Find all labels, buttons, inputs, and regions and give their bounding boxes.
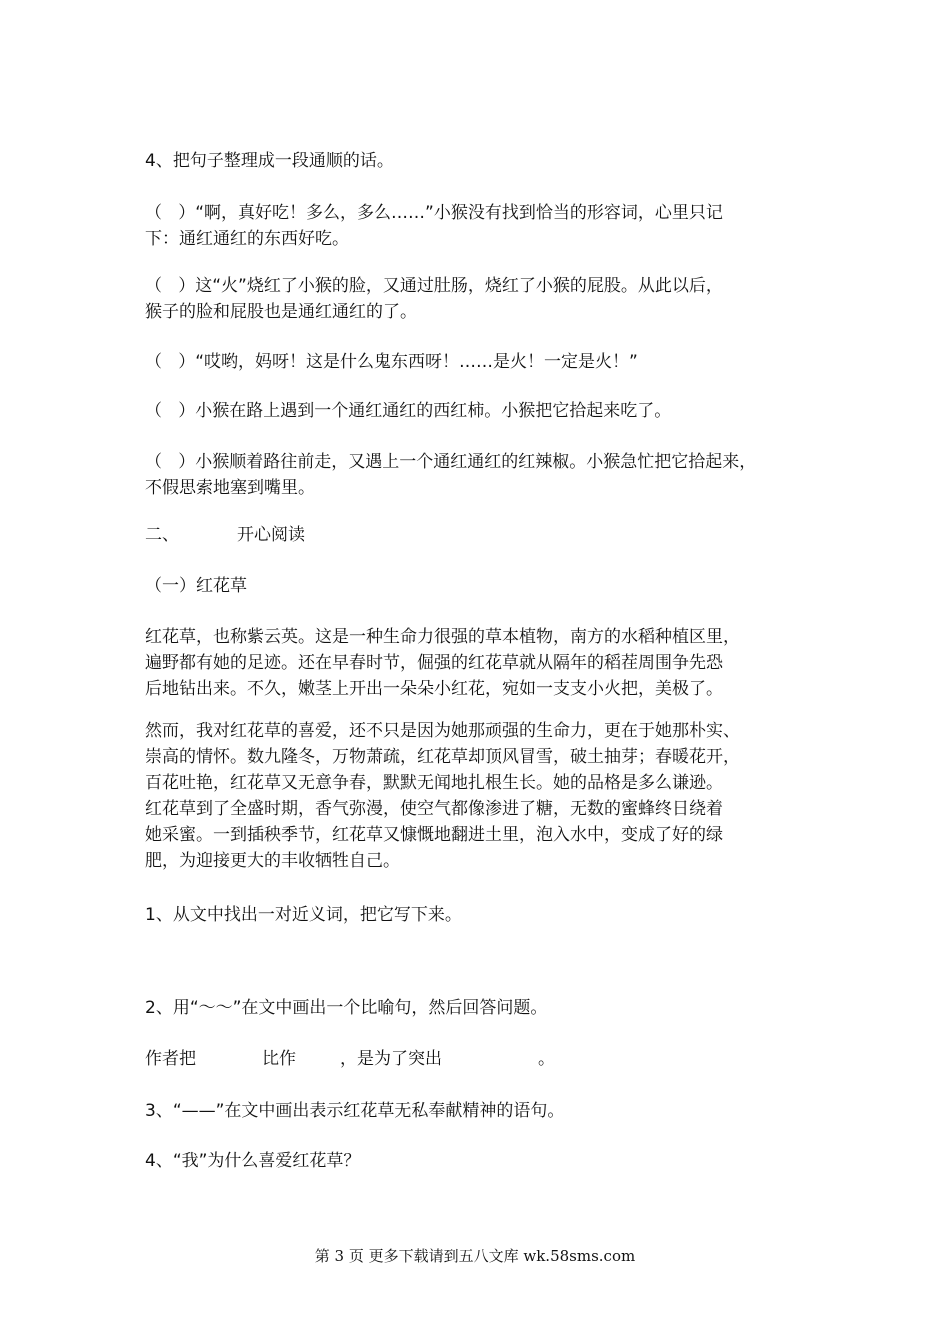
- reorder-item-1-line-2: 下：通红通红的东西好吃。: [145, 229, 349, 249]
- question-2: 2、用“～～”在文中画出一个比喻句，然后回答问题。: [145, 998, 548, 1018]
- reorder-item-2-line-1: （ ）这“火”烧红了小猴的脸，又通过肚肠，烧红了小猴的屁股。从此以后，: [145, 276, 723, 296]
- page-footer: 第 3 页 更多下载请到五八文库 wk.58sms.com: [314, 1247, 636, 1265]
- passage-paragraph-2: [145, 718, 825, 874]
- reorder-item-4: （ ）小猴在路上遇到一个通红通红的西红柿。小猴把它拾起来吃了。: [145, 401, 672, 421]
- paragraph-line: 百花吐艳，红花草又无意争春，默默无闻地扎根生长。她的品格是多么谦逊。: [145, 773, 723, 793]
- question-3: 3、“——”在文中画出表示红花草无私奉献精神的语句。: [145, 1101, 565, 1121]
- reorder-item-1: [145, 200, 825, 252]
- paragraph-line: 肥，为迎接更大的丰收牺牲自己。: [145, 851, 400, 871]
- section-heading: [145, 522, 825, 548]
- question-4: 4、“我”为什么喜爱红花草？: [145, 1151, 361, 1171]
- reorder-item-2-line-2: 猴子的脸和屁股也是通红通红的了。: [145, 302, 417, 322]
- question-title-reorder: 4、把句子整理成一段通顺的话。: [145, 151, 394, 171]
- reorder-item-1-line-1: （ ）“啊，真好吃！多么，多么……”小猴没有找到恰当的形容词，心里只记: [145, 203, 723, 223]
- reorder-item-2: [145, 273, 825, 325]
- section-heading-title: 开心阅读: [237, 525, 305, 545]
- question-1: 1、从文中找出一对近义词，把它写下来。: [145, 905, 462, 925]
- question-2-fill-in: [145, 1046, 825, 1072]
- section-heading-number: 二、: [145, 525, 179, 545]
- passage-title: （一）红花草: [145, 576, 247, 596]
- reorder-item-5: [145, 449, 825, 501]
- fill-part-2: 比作: [262, 1049, 296, 1069]
- paragraph-line: 她采蜜。一到插秧季节，红花草又慷慨地翻进土里，泡入水中，变成了好的绿: [145, 825, 723, 845]
- paragraph-line: 红花草，也称紫云英。这是一种生命力很强的草本植物，南方的水稻种植区里，: [145, 627, 740, 647]
- fill-part-1: 作者把: [145, 1049, 196, 1069]
- paragraph-line: 然而，我对红花草的喜爱，还不只是因为她那顽强的生命力，更在于她那朴实、: [145, 721, 740, 741]
- paragraph-line: 崇高的情怀。数九隆冬，万物萧疏，红花草却顶风冒雪，破土抽芽；春暖花开，: [145, 747, 740, 767]
- reorder-item-5-line-2: 不假思索地塞到嘴里。: [145, 478, 315, 498]
- paragraph-line: 后地钻出来。不久，嫩茎上开出一朵朵小红花，宛如一支支小火把，美极了。: [145, 679, 723, 699]
- reorder-item-5-line-1: （ ）小猴顺着路往前走，又遇上一个通红通红的红辣椒。小猴急忙把它拾起来，: [145, 452, 757, 472]
- reorder-item-3: （ ）“哎哟，妈呀！这是什么鬼东西呀！……是火！一定是火！”: [145, 352, 638, 372]
- fill-part-3: ，是为了突出: [340, 1049, 442, 1069]
- paragraph-line: 遍野都有她的足迹。还在早春时节，倔强的红花草就从隔年的稻茬周围争先恐: [145, 653, 723, 673]
- paragraph-line: 红花草到了全盛时期，香气弥漫，使空气都像渗进了糖，无数的蜜蜂终日绕着: [145, 799, 723, 819]
- fill-part-4: 。: [538, 1049, 555, 1069]
- passage-paragraph-1: [145, 624, 825, 702]
